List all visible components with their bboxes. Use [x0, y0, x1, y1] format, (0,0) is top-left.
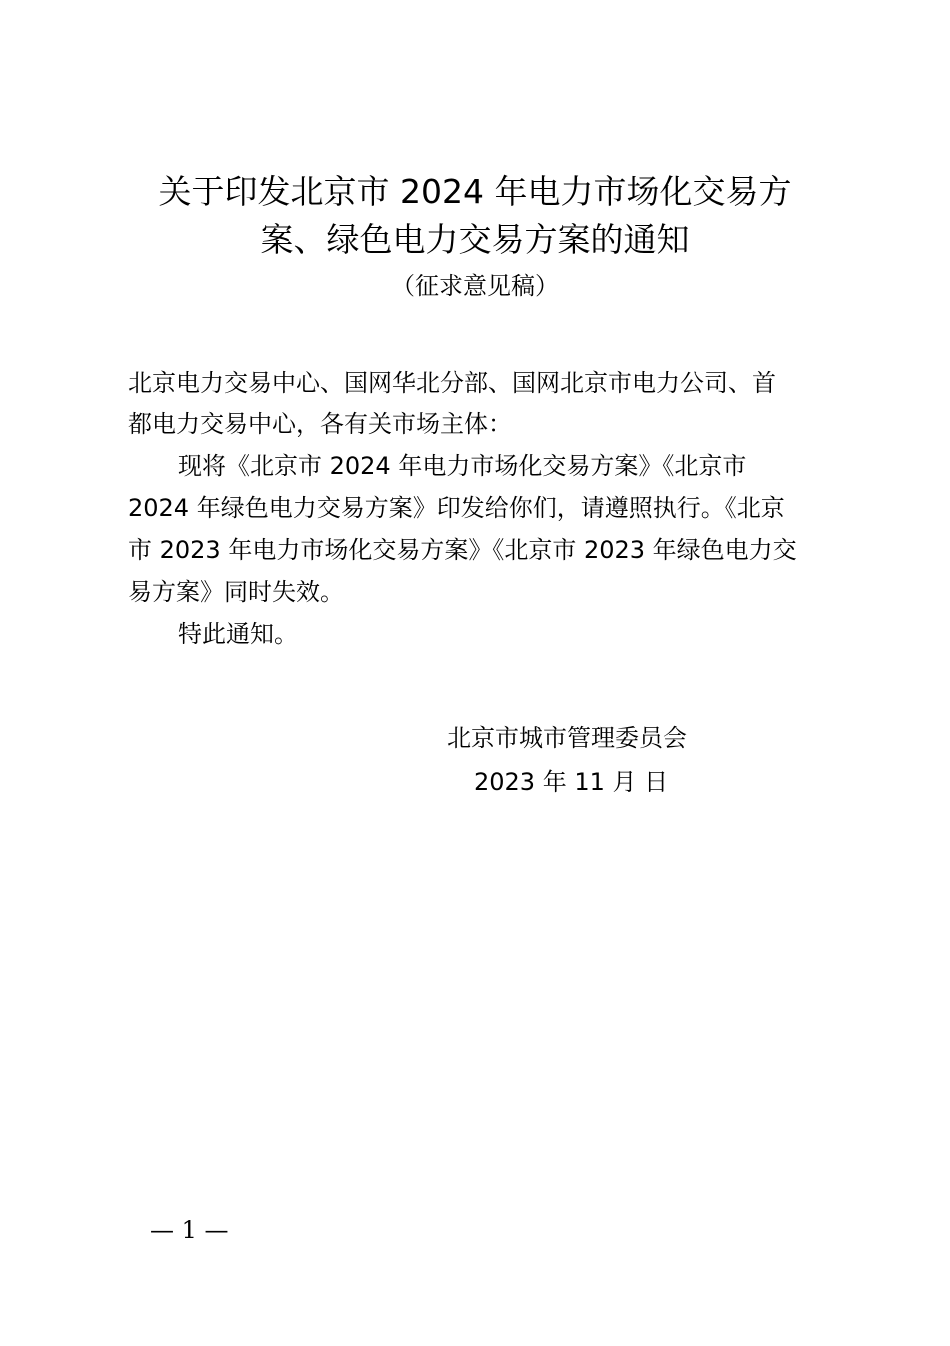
body-line-3: 市 2023 年电力市场化交易方案》《北京市 2023 年绿色电力交 [128, 536, 797, 564]
body-line-1: 现将《北京市 2024 年电力市场化交易方案》《北京市 [178, 452, 747, 480]
issuer-name: 北京市城市管理委员会 [447, 724, 687, 752]
title-line-1: 关于印发北京市 2024 年电力市场化交易方 [158, 172, 792, 211]
body-line-4: 易方案》同时失效。 [128, 578, 344, 606]
title-line-2: 案、绿色电力交易方案的通知 [260, 220, 690, 259]
addressee-line-2: 都电力交易中心，各有关市场主体： [128, 410, 512, 438]
closing-text: 特此通知。 [178, 620, 298, 648]
addressee-line-1: 北京电力交易中心、国网华北分部、国网北京市电力公司、首 [128, 369, 776, 397]
body-line-2: 2024 年绿色电力交易方案》印发给你们，请遵照执行。《北京 [128, 494, 785, 522]
issue-date: 2023 年 11 月 日 [474, 768, 669, 796]
subtitle: （征求意见稿） [391, 272, 559, 300]
page-number: — 1 — [150, 1216, 229, 1244]
